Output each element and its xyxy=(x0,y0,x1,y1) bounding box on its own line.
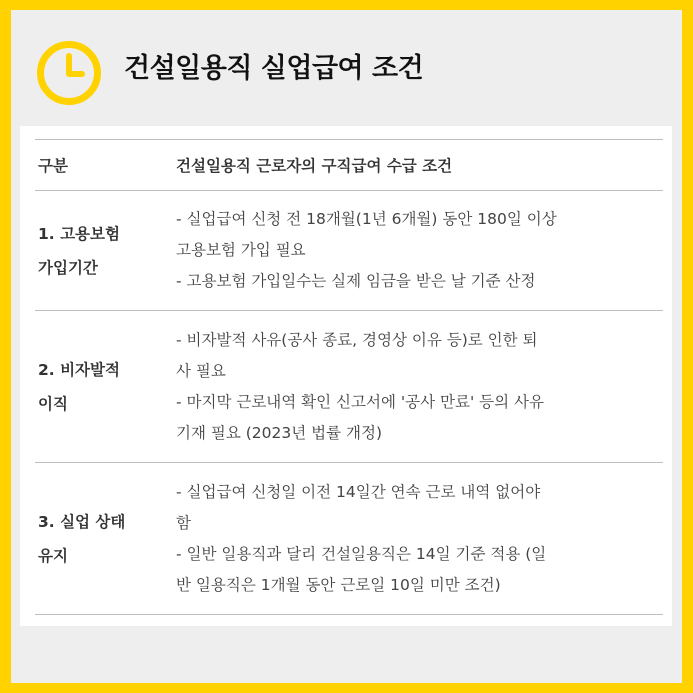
description-line: - 고용보험 가입일수는 실제 임금을 받은 날 기준 산정 xyxy=(176,272,536,290)
category-line: 유지 xyxy=(38,546,68,565)
description-line: 반 일용직은 1개월 동안 근로일 10일 미만 조건) xyxy=(176,575,501,594)
category-line: 가입기간 xyxy=(38,258,98,277)
description-line: - 실업급여 신청일 이전 14일간 연속 근로 내역 없어야 xyxy=(176,482,541,501)
description-line: 사 필요 xyxy=(176,361,226,380)
row-category xyxy=(35,191,176,311)
content-panel xyxy=(20,126,672,626)
category-line: 1. 고용보험 xyxy=(38,224,120,243)
category-line: 3. 실업 상태 xyxy=(38,512,126,531)
page-title: 건설일용직 실업급여 조건 xyxy=(124,53,424,84)
clock-icon xyxy=(36,40,102,106)
description-line: - 실업급여 신청 전 18개월(1년 6개월) 동안 180일 이상 xyxy=(176,210,557,228)
description-line: 함 xyxy=(176,513,191,532)
description-line: - 비자발적 사유(공사 종료, 경영상 이유 등)로 인한 퇴 xyxy=(176,330,538,349)
table-row xyxy=(35,463,663,615)
row-description xyxy=(176,311,663,463)
table-row xyxy=(35,311,663,463)
row-category xyxy=(35,463,176,615)
description-line: - 마지막 근로내역 확인 신고서에 '공사 만료' 등의 사유 xyxy=(176,392,544,411)
row-description xyxy=(176,191,663,311)
table-header-row xyxy=(35,140,663,191)
description-line: - 일반 일용직과 달리 건설일용직은 14일 기준 적용 (일 xyxy=(176,544,547,563)
description-line: 고용보험 가입 필요 xyxy=(176,241,306,259)
description-line: 기재 필요 (2023년 법률 개정) xyxy=(176,423,383,442)
row-category xyxy=(35,311,176,463)
conditions-table xyxy=(35,139,663,615)
category-line: 2. 비자발적 xyxy=(38,360,120,379)
category-line: 이직 xyxy=(38,394,68,413)
row-description xyxy=(176,463,663,615)
header-conditions: 건설일용직 근로자의 구직급여 수급 조건 xyxy=(176,140,663,191)
table-row xyxy=(35,191,663,311)
header-category: 구분 xyxy=(35,140,176,191)
